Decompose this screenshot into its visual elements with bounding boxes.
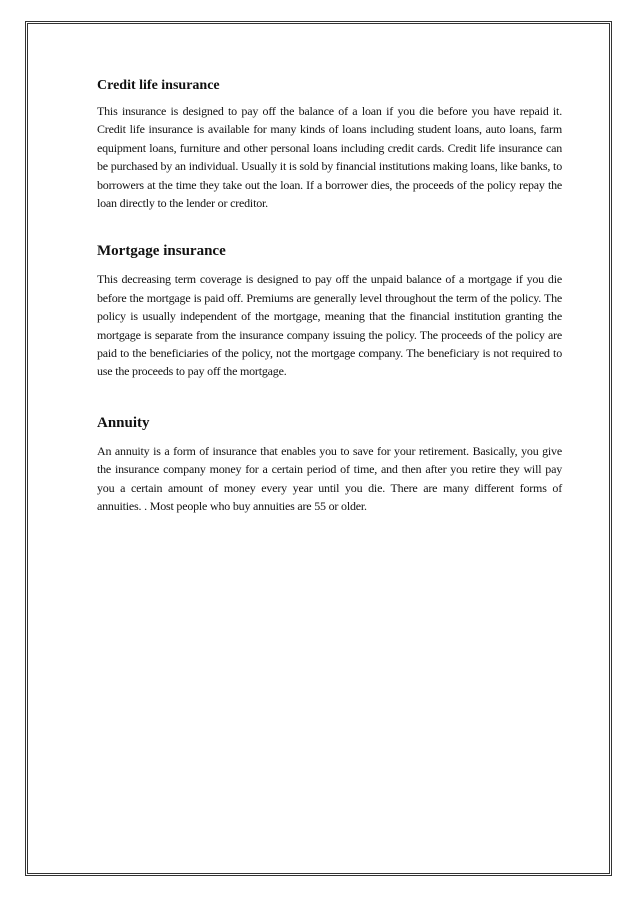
document-content (97, 76, 562, 516)
section-heading: Annuity (97, 414, 150, 431)
section-body: An annuity is a form of insurance that enables you to save for your retirement. Basically, you give the insurance company money for a certain period of time, and then after you retire they will pay you a certain amount of money every year until you die. There are many different forms of annuities. . Most people who buy annuities are 55 or older. (97, 443, 562, 514)
section-credit-life-insurance (97, 76, 562, 212)
section-heading: Credit life insurance (97, 78, 220, 93)
section-heading: Mortgage insurance (97, 243, 226, 260)
section-body: This insurance is designed to pay off the balance of a loan if you die before you have repaid it. Credit life insurance is available for many kinds of loans including student loans, auto loans, farm equipment loans, furniture and other personal loans including credit cards. Credit life insurance can be purchased by an individual. Usually it is sold by financial institutions making loans, like banks, to borrowers at the time they take out the loan. If a borrower dies, the proceeds of the policy repay the loan directly to the lender or creditor. (97, 104, 562, 211)
section-mortgage-insurance (97, 241, 562, 380)
section-annuity (97, 413, 562, 516)
section-body: This decreasing term coverage is designed to pay off the unpaid balance of a mortgage if you die before the mortgage is paid off. Premiums are generally level throughout the term of the policy. The policy is usually independent of the mortgage, meaning that the financial institution granting the mortgage is separate from the insurance company issuing the policy. The proceeds of the policy are paid to the beneficiaries of the policy, not the mortgage company. The beneficiary is not required to use the proceeds to pay off the mortgage. (97, 272, 562, 379)
